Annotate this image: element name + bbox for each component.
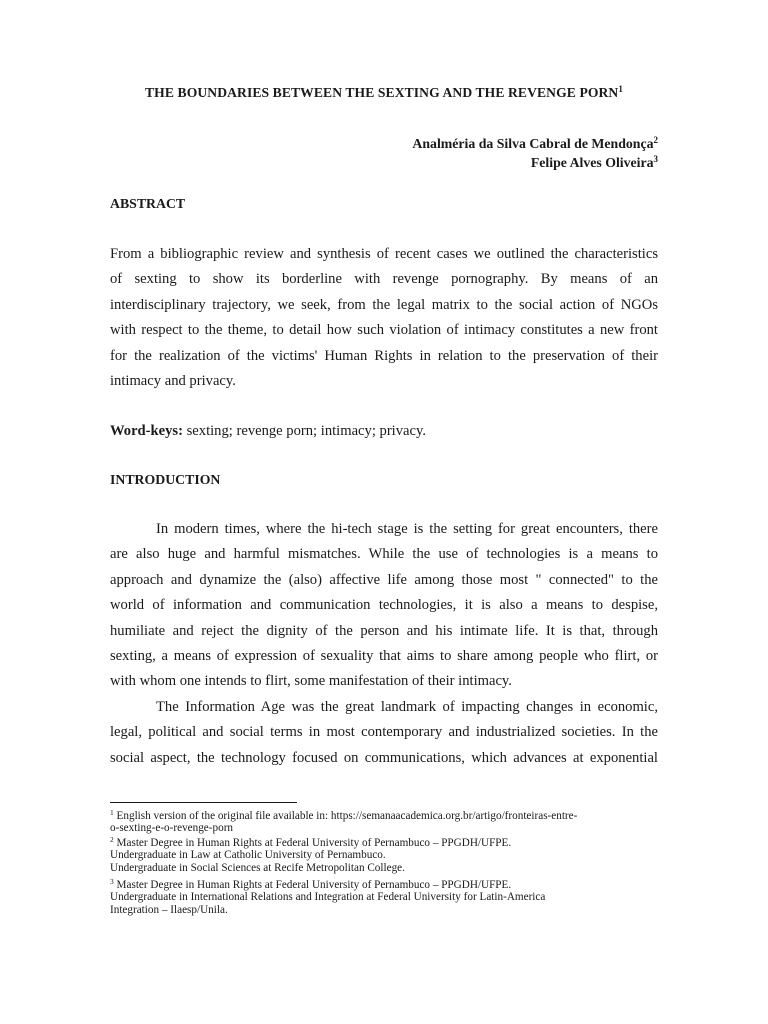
keywords-label: Word-keys: <box>110 423 183 439</box>
paper-title <box>0 85 768 101</box>
footnote-1 <box>110 810 658 835</box>
footnote-line: Integration – Ilaesp/Unila. <box>110 903 228 916</box>
footnote-line <box>110 837 658 849</box>
body-line: social aspect, the technology focused on communications, which advances at exponential <box>110 749 658 766</box>
author-footnote-marker: 2 <box>653 135 658 145</box>
footnote-text: Master Degree in Human Rights at Federal University of Pernambuco – PPGDH/UFPE. <box>116 879 512 891</box>
author-1 <box>412 136 658 152</box>
footnote-line: Undergraduate in International Relations and Integration at Federal University for Latin-America <box>110 891 546 904</box>
footnote-marker: 1 <box>110 808 114 817</box>
keywords-line <box>110 423 426 440</box>
author-name: Analméria da Silva Cabral de Mendonça <box>412 136 654 151</box>
abstract-line: From a bibliographic review and synthesis of recent cases we outlined the characteristics <box>110 246 658 262</box>
footnote-2 <box>110 837 658 874</box>
body-line: In modern times, where the hi-tech stage is the setting for great encounters, there <box>156 521 658 537</box>
footnote-divider <box>110 802 297 803</box>
body-line: humiliate and reject the dignity of the person and his intimate life. It is that, through <box>110 622 658 639</box>
abstract-heading: ABSTRACT <box>110 196 186 211</box>
body-line: approach and dynamize the (also) affective life among those most " connected" to the <box>110 571 658 588</box>
keywords-text: sexting; revenge porn; intimacy; privacy. <box>182 423 426 439</box>
paper-title-text: THE BOUNDARIES BETWEEN THE SEXTING AND THE REVENGE PORN <box>145 85 619 100</box>
abstract-body <box>110 242 658 394</box>
abstract-line: for the realization of the victims' Human Rights in relation to the preservation of their <box>110 347 658 364</box>
author-footnote-marker: 3 <box>653 154 658 164</box>
footnote-line: Undergraduate in Social Sciences at Recife Metropolitan College. <box>110 861 405 874</box>
footnote-marker: 2 <box>110 835 114 844</box>
footnote-line: o-sexting-e-o-revenge-porn <box>110 822 234 835</box>
footnote-line <box>110 879 658 891</box>
body-line: sexting, a means of expression of sexuality that aims to share among people who flirt, or <box>110 648 658 665</box>
abstract-line: of sexting to show its borderline with revenge pornography. By means of an <box>110 271 658 288</box>
footnote-text: Master Degree in Human Rights at Federal University of Pernambuco – PPGDH/UFPE. <box>116 837 512 849</box>
introduction-heading: INTRODUCTION <box>110 472 221 487</box>
abstract-line: with respect to the theme, to detail how such violation of intimacy constitutes a new front <box>110 322 658 339</box>
introduction-paragraph-2 <box>110 695 658 771</box>
footnote-marker: 3 <box>110 877 114 886</box>
title-footnote-marker: 1 <box>618 84 623 94</box>
body-line: legal, political and social terms in most contemporary and industrialized societies. In the <box>110 724 658 741</box>
abstract-line: intimacy and privacy. <box>110 373 236 390</box>
abstract-line: interdisciplinary trajectory, we seek, from the legal matrix to the social action of NGOs <box>110 296 658 313</box>
author-2 <box>531 155 658 171</box>
body-line: world of information and communication technologies, it is also a means to despise, <box>110 597 658 614</box>
body-line: are also huge and harmful mismatches. While the use of technologies is a means to <box>110 546 658 563</box>
footnote-3 <box>110 879 658 916</box>
body-line: with whom one intends to flirt, some manifestation of their intimacy. <box>110 673 512 690</box>
author-name: Felipe Alves Oliveira <box>530 155 654 170</box>
body-line: The Information Age was the great landmark of impacting changes in economic, <box>156 699 658 715</box>
footnote-line <box>110 810 658 822</box>
footnote-line: Undergraduate in Law at Catholic University of Pernambuco. <box>110 849 386 862</box>
introduction-paragraph-1 <box>110 517 658 695</box>
footnote-text: English version of the original file available in: https://semanaacademica.org.br/artigo/fronteiras-entre- <box>116 810 578 822</box>
